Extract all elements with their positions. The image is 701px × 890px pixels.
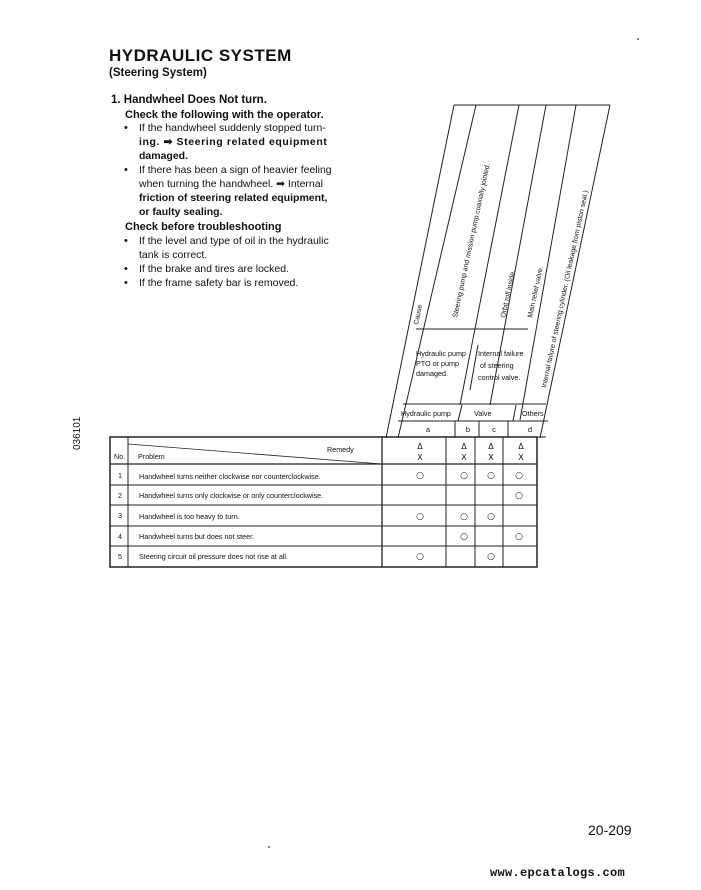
- remedy-mark: ○: [416, 471, 424, 481]
- bullet-icon: •: [124, 164, 128, 176]
- row-problem: Handwheel turns neither clockwise nor counterclockwise.: [139, 472, 321, 481]
- website-link[interactable]: www.epcatalogs.com: [490, 866, 626, 880]
- row-no: 1: [118, 471, 122, 480]
- check-item-line: when turning the handwheel. ➡ Internal: [139, 178, 323, 190]
- problem-label: Problem: [138, 452, 165, 461]
- remedy-mark: ○: [460, 471, 468, 481]
- row-no: 5: [118, 552, 122, 561]
- table-frame: [110, 437, 537, 567]
- side-code-text: 036101: [72, 416, 83, 450]
- cause-text: Steering pump and mission pump coaxially jointed.: [452, 162, 492, 319]
- check-item-line: or faulty sealing.: [139, 206, 223, 218]
- remedy-mark: ○: [416, 552, 424, 562]
- check-item-line: ing. ➡ Steering related equipment: [139, 136, 328, 148]
- chart-line: [490, 105, 546, 405]
- check-item-line: friction of steering related equipment,: [139, 192, 328, 204]
- group-text: Internal failure: [478, 349, 524, 358]
- cause-text: Internal failure of steering cylinder. (Oil leakage from piston seal.): [541, 189, 590, 389]
- remedy-mark: ○: [487, 471, 495, 481]
- chart-line: [458, 405, 462, 421]
- chart-line: [540, 105, 610, 438]
- row-problem: Handwheel turns but does not steer.: [139, 532, 255, 541]
- category-label: Valve: [474, 409, 492, 418]
- group-text: of steering: [480, 361, 514, 370]
- before-item-line: If the level and type of oil in the hydraulic: [139, 235, 329, 247]
- group-text: Hydraulic pump: [416, 349, 466, 358]
- row-problem: Handwheel turns only clockwise or only counterclockwise.: [139, 491, 324, 500]
- row-problem: Steering circuit oil pressure does not rise at all.: [139, 552, 289, 561]
- remedy-symbol: X: [417, 453, 423, 462]
- remedy-mark: ○: [515, 491, 523, 501]
- category-label: Others: [522, 409, 544, 418]
- chart-line: [513, 405, 516, 421]
- chart-line: [386, 105, 454, 438]
- section-title: 1. Handwheel Does Not turn.: [111, 94, 267, 106]
- remedy-symbol: Δ: [461, 442, 467, 451]
- remedy-symbol: X: [518, 453, 524, 462]
- chart-line: [470, 345, 478, 390]
- remedy-mark: ○: [515, 471, 523, 481]
- column-letter: a: [425, 425, 431, 434]
- cause-text: Orbit roll inside.: [500, 269, 518, 319]
- cause-text: Main relief valve.: [527, 265, 545, 319]
- column-letter: b: [465, 425, 471, 434]
- no-label: No.: [114, 452, 126, 461]
- bullet-icon: •: [124, 277, 128, 289]
- scan-dot: [637, 38, 639, 40]
- column-letter: d: [527, 425, 533, 434]
- bullet-icon: •: [124, 235, 128, 247]
- before-item-line: tank is correct.: [139, 249, 208, 261]
- group-text: damaged.: [416, 369, 448, 378]
- remedy-symbol: X: [461, 453, 467, 462]
- remedy-symbol: Δ: [488, 442, 494, 451]
- row-problem: Handwheel is too heavy to turn.: [139, 512, 240, 521]
- page-number: 20-209: [588, 822, 632, 838]
- column-letter: c: [492, 425, 496, 434]
- group-text: PTO or pump: [416, 359, 460, 368]
- check-item-line: damaged.: [139, 150, 189, 162]
- scan-dot: [268, 846, 270, 848]
- bullet-icon: •: [124, 122, 128, 134]
- check-heading: Check the following with the operator.: [125, 109, 324, 121]
- page-subtitle: (Steering System): [109, 67, 207, 79]
- page-title: HYDRAULIC SYSTEM: [109, 46, 292, 65]
- group-text: control valve.: [478, 373, 521, 382]
- remedy-symbol: Δ: [417, 442, 423, 451]
- remedy-mark: ○: [460, 532, 468, 542]
- remedy-mark: ○: [487, 552, 495, 562]
- before-heading: Check before troubleshooting: [125, 221, 282, 233]
- category-label: Hydraulic pump: [401, 409, 451, 418]
- before-item-line: If the brake and tires are locked.: [139, 263, 289, 275]
- remedy-label: Remedy: [327, 445, 354, 454]
- cause-label: Cause: [413, 304, 425, 326]
- check-item-line: If the handwheel suddenly stopped turn-: [139, 122, 326, 134]
- remedy-mark: ○: [416, 512, 424, 522]
- remedy-mark: ○: [460, 512, 468, 522]
- bullet-icon: •: [124, 263, 128, 275]
- row-no: 2: [118, 491, 122, 500]
- row-no: 4: [118, 532, 122, 541]
- check-item-line: If there has been a sign of heavier feeling: [139, 164, 332, 176]
- before-item-line: If the frame safety bar is removed.: [139, 277, 299, 289]
- remedy-mark: ○: [515, 532, 523, 542]
- remedy-symbol: Δ: [518, 442, 524, 451]
- remedy-symbol: X: [488, 453, 494, 462]
- row-no: 3: [118, 511, 122, 520]
- remedy-mark: ○: [487, 512, 495, 522]
